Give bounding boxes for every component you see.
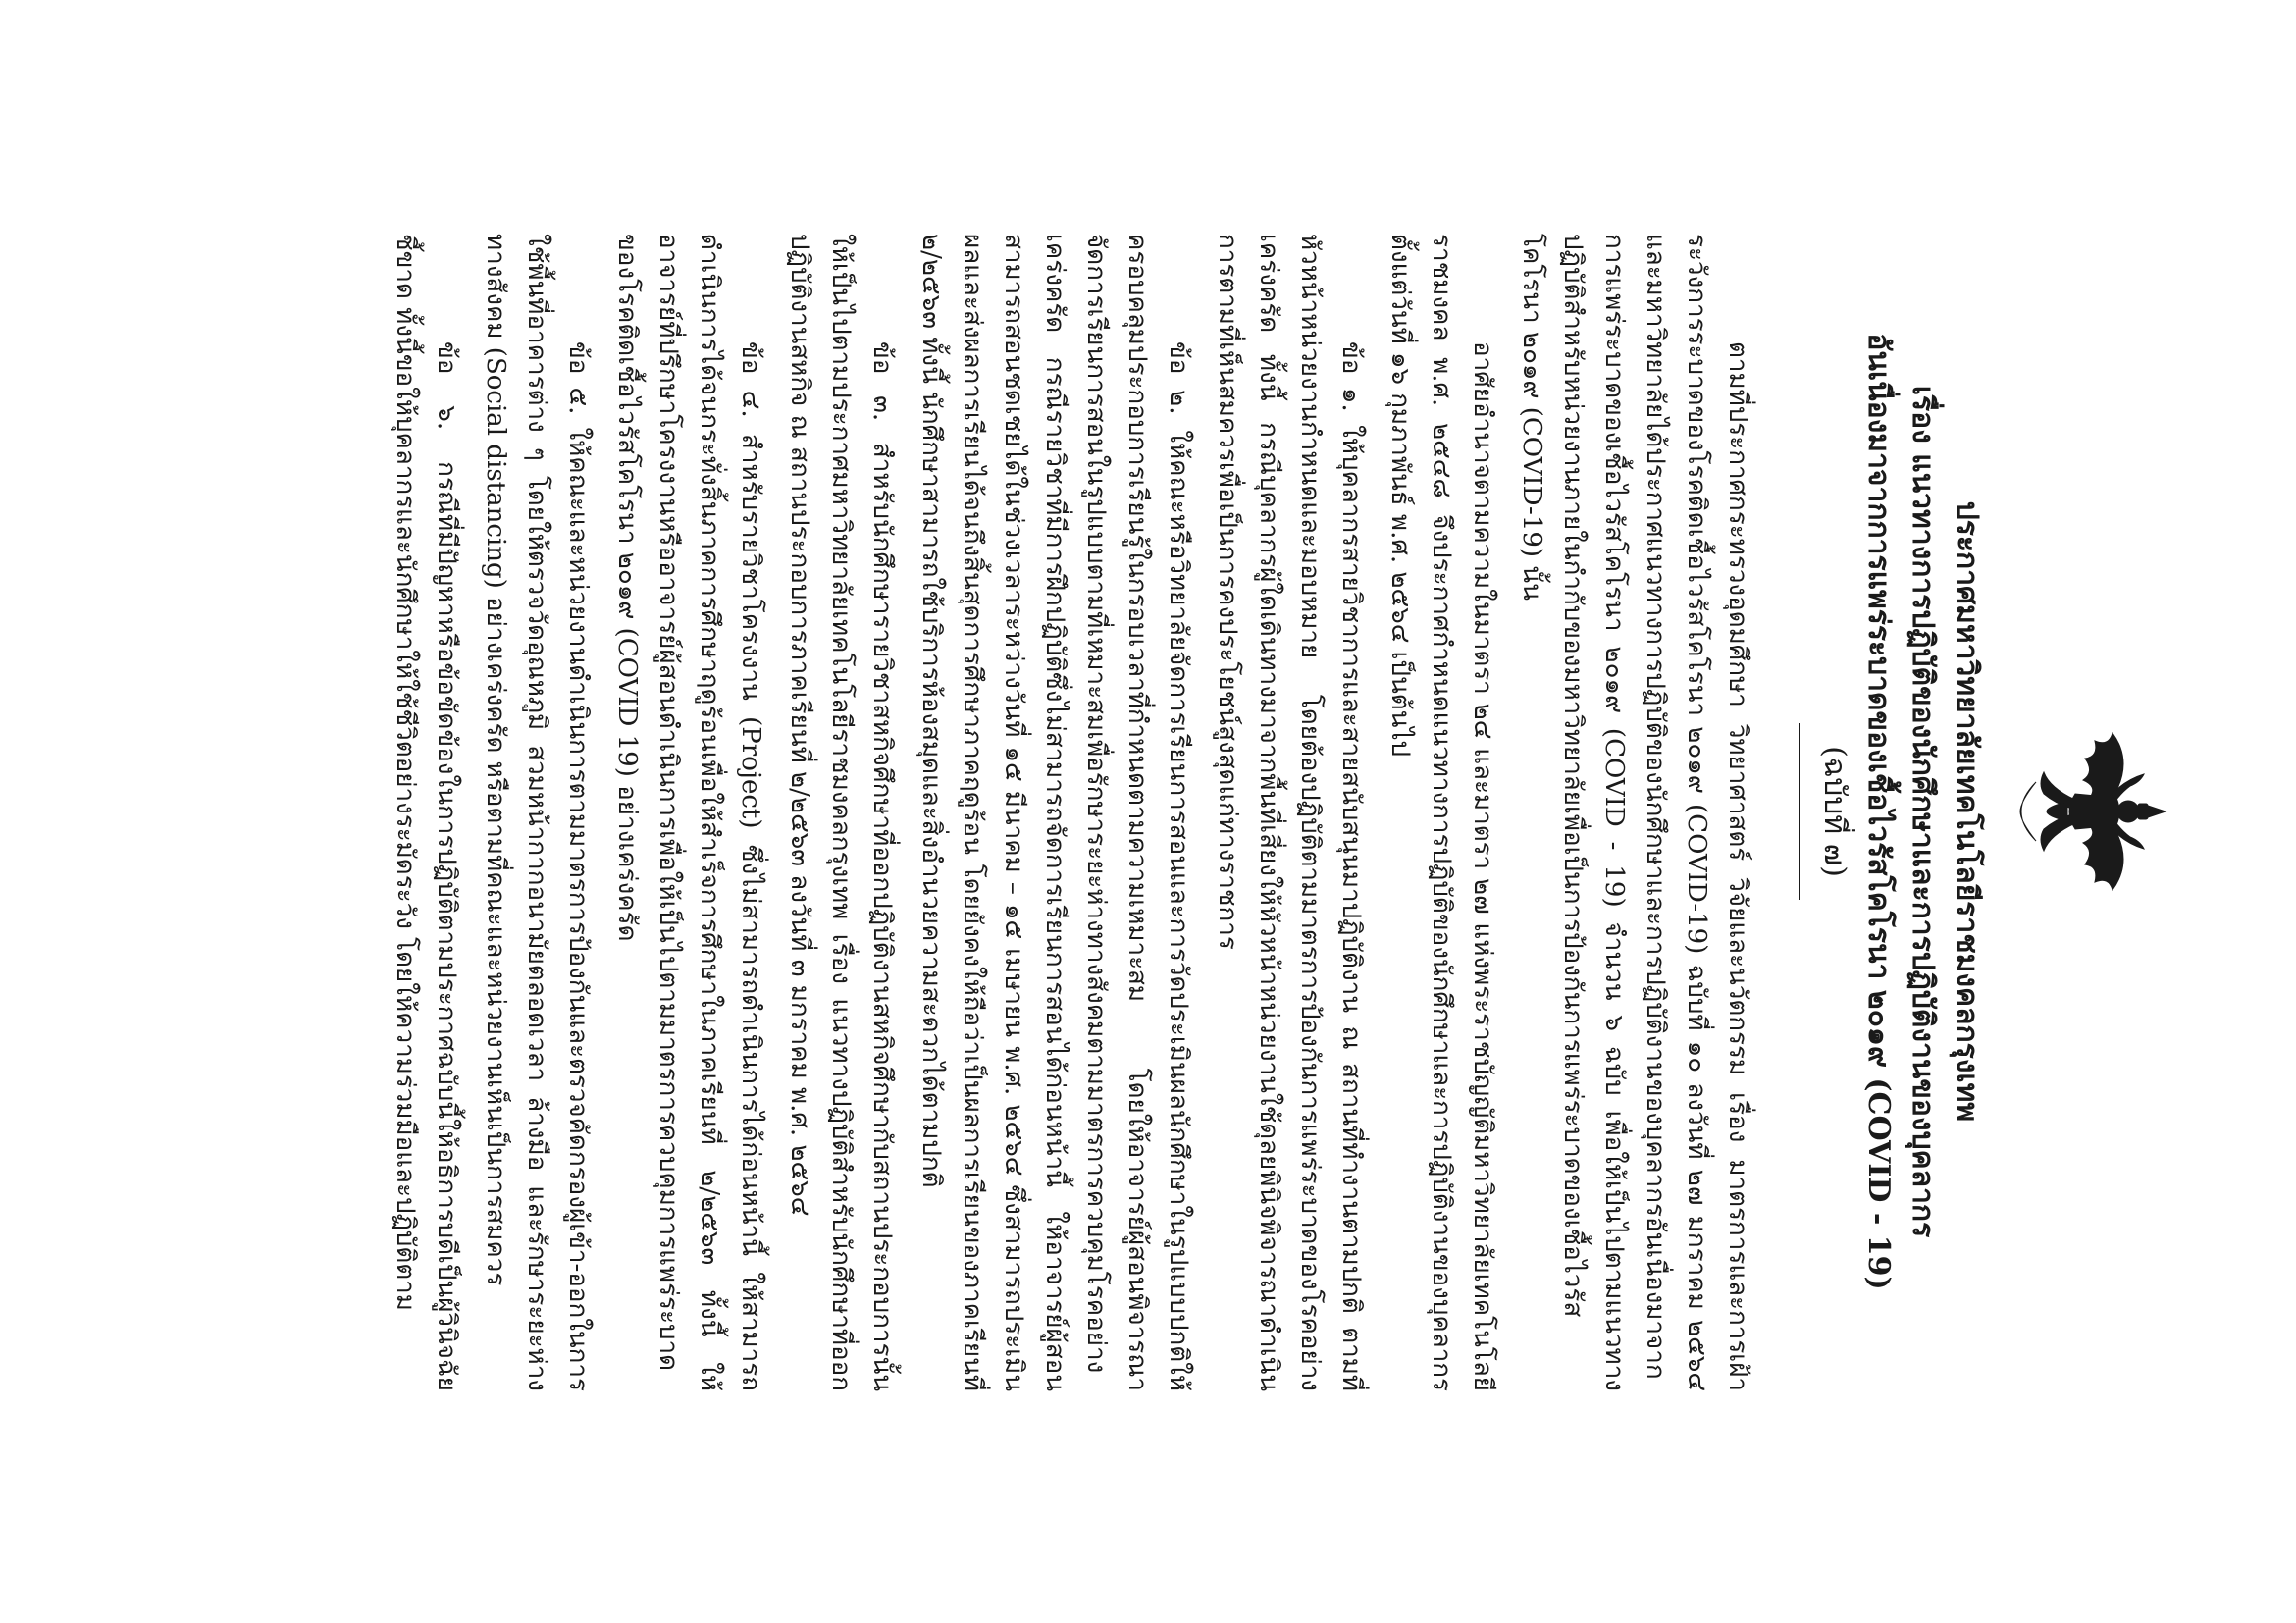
paragraph-clause-6: ข้อ ๖. กรณีที่มีปัญหาหรือข้อขัดข้องในการปฏิบัติตามประกาศฉบับนี้ให้อธิการบดีเป็นผู้วินิจฉัยชี้ขาด ทั้งนี้ขอให้บุคลากรและนักศึกษาให้ใช้ชีวิตอย่างระมัดระวัง โดยให้ความร่วมมือและปฏิบัติตาม — [391, 234, 461, 1391]
paragraph-clause-2: ข้อ ๒. ให้คณะหรือวิทยาลัยจัดการเรียนการสอนและการวัดประเมินผลนักศึกษาในรูปแบบปกติให้ครอบคลุมประกอบการเรียนรู้ในกรอบเวลาที่กำหนดตามความเหมาะสม โดยให้อาจารย์ผู้สอนพิจารณาจัดการเรียนการสอนในรูปแบบตามที่เหมาะสมเพื่อรักษาระยะห่างทางสังคมตามมาตรการควบคุมโรคอย่างเคร่งครัด กรณีรายวิชาที่มีการฝึกปฏิบัติซึ่งไม่สามารถจัดการเรียนการสอนได้ก่อนหน้านี้ ให้อาจารย์ผู้สอนสามารถสอนชดเชยได้ในช่วงเวลาระหว่างวันที่ ๑๕ มีนาคม – ๑๕ เมษายน พ.ศ. ๒๕๖๔ ซึ่งสามารถประเมินผลและส่งผลการเรียนได้จนถึงสิ้นสุดการศึกษาภาคฤดูร้อน โดยยังคงให้ถือว่าเป็นผลการเรียนของภาคเรียนที่ ๒/๒๕๖๓ ทั้งนี้ นักศึกษาสามารถใช้บริการห้องสมุดและสิ่งอำนวยความสะดวกได้ตามปกติ — [916, 234, 1193, 1391]
edition-label: (ฉบับที่ ๗) — [1817, 746, 1852, 877]
announcement-body — [377, 234, 1758, 1391]
garuda-emblem-icon — [1997, 723, 2173, 900]
subject-heading-line-1: เรื่อง แนวทางการปฏิบัติของนักศึกษาและการปฏิบัติงานของบุคลากร — [1905, 385, 1940, 1238]
header-divider — [1799, 723, 1800, 900]
subject-heading-line-2: อันเนื่องมาจากการแพร่ระบาดของเชื้อไวรัสโคโรนา ๒๐๑๙ (COVID - 19) — [1861, 333, 1896, 1290]
paragraph-clause-5: ข้อ ๕. ให้คณะและหน่วยงานดำเนินการตามมาตรการป้องกันและตรวจคัดกรองผู้เข้า-ออกในการใช้พื้นที่อาคารต่าง ๆ โดยให้ตรวจวัดอุณหภูมิ สวมหน้ากากอนามัยตลอดเวลา ล้างมือ และรักษาระยะห่างทางสังคม (Social distancing) อย่างเคร่งครัด หรือตามที่คณะและหน่วยงานเห็นเป็นการสมควร — [481, 234, 593, 1391]
paragraph-clause-4: ข้อ ๔. สำหรับรายวิชาโครงงาน (Project) ซึ่งไม่สามารถดำเนินการได้ก่อนหน้านี้ ให้สามารถดำเนินการได้จนกระทั่งสิ้นภาคการศึกษาฤดูร้อนเพื่อให้สำเร็จการศึกษาในภาคเรียนที่ ๒/๒๕๖๓ ทั้งนี้ ให้อาจารย์ที่ปรึกษาโครงงานหรืออาจารย์ผู้สอนดำเนินการเพื่อให้เป็นไปตามมาตรการควบคุมการแพร่ระบาดของโรคติดเชื้อไวรัสโคโรนา ๒๐๑๙ (COVID 19) อย่างเคร่งครัด — [612, 234, 765, 1391]
paragraph-clause-1: ข้อ ๑. ให้บุคลากรสายวิชาการและสายสนับสนุนมาปฏิบัติงาน ณ สถานที่ทำงานตามปกติ ตามที่หัวหน้าหน่วยงานกำหนดและมอบหมาย โดยต้องปฏิบัติตามมาตรการป้องกันการแพร่ระบาดของโรคอย่างเคร่งครัด ทั้งนี้ กรณีบุคลากรผู้ใดเดินทางมาจากพื้นที่เสี่ยงให้หัวหน้าหน่วยงานใช้ดุลยพินิจพิจารณาดำเนินการตามที่เห็นสมควรเพื่อเป็นการคงประโยชน์สูงสุดแก่ทางราชการ — [1213, 234, 1366, 1391]
issuer-heading: ประกาศมหาวิทยาลัยเทคโนโลยีราชมงคลกรุงเทพ — [1950, 500, 1984, 1123]
paragraph-preamble: ตามที่ประกาศกระทรวงอุดมศึกษา วิทยาศาสตร์ วิจัยและนวัตกรรม เรื่อง มาตรการและการเฝ้าระวังการระบาดของโรคติดเชื้อไวรัสโคโรนา ๒๐๑๙ (COVID-19) ฉบับที่ ๑๐ ลงวันที่ ๒๗ มกราคม ๒๕๖๔ และมหาวิทยาลัยได้ประกาศแนวทางการปฏิบัติของนักศึกษาและการปฏิบัติงานของบุคลากรอันเนื่องมาจากการแพร่ระบาดของเชื้อไวรัสโคโรนา ๒๐๑๙ (COVID - 19) จำนวน ๖ ฉบับ เพื่อให้เป็นไปตามแนวทางปฏิบัติสำหรับหน่วยงานภายในกำกับของมหาวิทยาลัยเพื่อเป็นการป้องกันการแพร่ระบาดของเชื้อไวรัสโคโรนา ๒๐๑๙ (COVID-19) นั้น — [1517, 234, 1752, 1391]
paragraph-authority: อาศัยอำนาจตามความในมาตรา ๒๔ และมาตรา ๒๗ แห่งพระราชบัญญัติมหาวิทยาลัยเทคโนโลยีราชมงคล พ.ศ. ๒๕๔๘ จึงประกาศกำหนดแนวทางการปฏิบัติของนักศึกษาและการปฏิบัติงานของบุคลากร ตั้งแต่วันที่ ๑๖ กุมภาพันธ์ พ.ศ. ๒๕๖๔ เป็นต้นไป — [1385, 234, 1497, 1391]
paragraph-clause-3: ข้อ ๓. สำหรับนักศึกษารายวิชาสหกิจศึกษาที่ออกปฏิบัติงานสหกิจศึกษากับสถานประกอบการนั้น ให้เป็นไปตามประกาศมหาวิทยาลัยเทคโนโลยีราชมงคลกรุงเทพ เรื่อง แนวทางปฏิบัติสำหรับนักศึกษาที่ออกปฏิบัติงานสหกิจ ณ สถานประกอบการภาคเรียนที่ ๒/๒๕๖๓ ลงวันที่ ๓ มกราคม พ.ศ. ๒๕๖๔ — [785, 234, 897, 1391]
